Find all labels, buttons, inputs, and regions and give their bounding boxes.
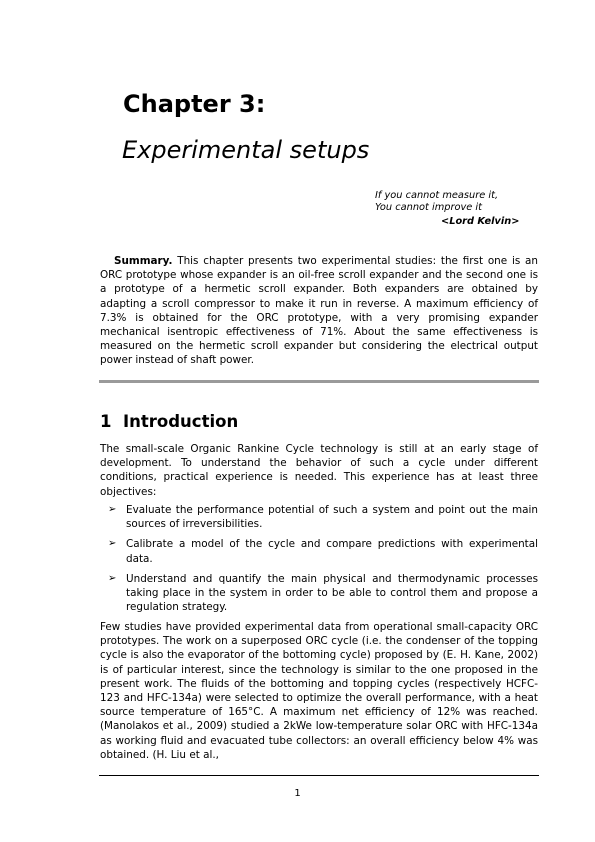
epigraph-line-1: If you cannot measure it, <box>375 190 499 201</box>
summary-text: This chapter presents two experimental studies: the first one is an ORC prototype whose expander is an oil-free scroll expander and the second one is a prototype of a hermetic scroll expander. Both expanders are obtained by adapting a scroll compressor to make it run in reverse. A maximum efficiency of 7.3% is obtained for the ORC prototype, with a very promising expander mechanical isentropic effectiveness of 71%. About the same effectiveness is measured on the hermetic scroll expander but considering the electrical output power instead of shaft power. <box>100 255 538 367</box>
chapter-summary <box>100 254 538 368</box>
section-title: Introduction <box>123 412 239 431</box>
objectives-list <box>108 503 538 620</box>
epigraph-line-2: You cannot improve it <box>375 202 482 213</box>
epigraph-author: <Lord Kelvin> <box>441 216 520 227</box>
list-item-text: Calibrate a model of the cycle and compare predictions with experimental data. <box>126 538 538 565</box>
section-divider <box>99 380 539 383</box>
list-item-text: Understand and quantify the main physical and thermodynamic processes taking place in the system in order to be able to control them and propose a regulation strategy. <box>126 572 538 614</box>
section-heading <box>100 411 238 433</box>
chapter-title: Experimental setups <box>122 136 370 164</box>
arrow-bullet-icon: ➢ <box>108 504 117 515</box>
page-number: 1 <box>294 788 301 799</box>
chapter-number: Chapter 3: <box>123 90 266 118</box>
epigraph-quote <box>375 190 498 214</box>
list-item <box>108 503 538 531</box>
list-item <box>108 537 538 565</box>
body-paragraph: Few studies have provided experimental data from operational small-capacity ORC prototypes. The work on a superposed ORC cycle (i.e. the condenser of the topping cycle is also the evaporator of the bottoming cycle) proposed by (E. H. Kane, 2002) is of particular interest, since the technology is similar to the one proposed in the present work. The fluids of the bottoming and topping cycles (respectively HCFC-123 and HFC-134a) were selected to optimize the overall performance, with a heat source temperature of 165°C. A maximum net efficiency of 12% was reached. (Manolakos et al., 2009) studied a 2kWe low-temperature solar ORC with HFC-134a as working fluid and evacuated tube collectors: an overall efficiency below 4% was obtained. (H. Liu et al., <box>100 621 538 761</box>
summary-lead: Summary. <box>114 255 173 267</box>
arrow-bullet-icon: ➢ <box>108 572 117 584</box>
section-number: 1 <box>100 412 112 431</box>
intro-paragraph: The small-scale Organic Rankine Cycle technology is still at an early stage of development. To understand the behavior of such a cycle under different conditions, practical experience is needed. This experience has at least three objectives: <box>100 443 538 498</box>
list-item-text: Evaluate the performance potential of such a system and point out the main sources of irreversibilities. <box>126 504 538 531</box>
arrow-bullet-icon: ➢ <box>108 538 117 550</box>
list-item <box>108 572 538 615</box>
footer-rule <box>99 775 539 776</box>
